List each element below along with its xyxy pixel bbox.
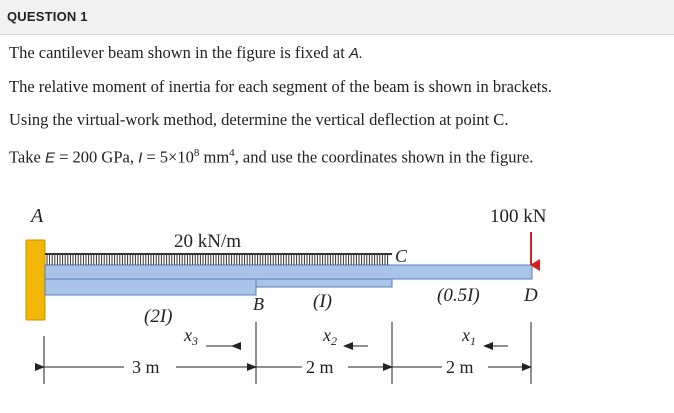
- label-distributed-load: 20 kN/m: [174, 231, 242, 252]
- coord-x1-sub: 1: [470, 334, 476, 348]
- coord-x2-sub: 2: [331, 334, 337, 348]
- line4-E: E: [44, 149, 55, 167]
- label-D: D: [524, 285, 538, 306]
- coord-x2: [322, 325, 337, 348]
- line4-exponent-1: 8: [193, 147, 200, 159]
- beam: [45, 265, 532, 279]
- coord-x1: [461, 325, 476, 348]
- line4-E-value: = 200 GPa,: [54, 147, 139, 167]
- dim-label-2: 2 m: [306, 357, 334, 377]
- line1-point: A.: [348, 45, 364, 62]
- line4-take: Take: [9, 147, 45, 167]
- label-C: C: [395, 246, 408, 266]
- problem-line-2: The relative moment of inertia for each segment of the beam is shown in brackets.: [9, 77, 552, 96]
- line4-unit: mm: [199, 147, 230, 167]
- coord-x1-symbol: x: [462, 325, 470, 345]
- dim-label-1: 3 m: [132, 357, 160, 377]
- coord-x3-symbol: x: [184, 325, 192, 345]
- coord-x3-sub: 3: [192, 334, 198, 348]
- label-inertia-1: (2I): [144, 306, 173, 327]
- line4-exponent-2: 4: [229, 147, 235, 159]
- beam-lower-segment: [45, 279, 256, 295]
- label-B: B: [253, 294, 264, 314]
- question-title: QUESTION 1: [7, 9, 88, 24]
- label-point-load: 100 kN: [490, 206, 547, 227]
- label-A: A: [31, 205, 44, 227]
- label-inertia-3: (0.5I): [437, 285, 480, 306]
- coord-x2-symbol: x: [323, 325, 331, 345]
- dim-label-3: 2 m: [446, 357, 474, 377]
- line4-I-value: = 5×10: [142, 147, 194, 167]
- label-inertia-2: (I): [313, 291, 332, 312]
- problem-line-3: Using the virtual-work method, determine the vertical deflection at point C.: [9, 110, 509, 129]
- coord-x3: [183, 325, 198, 348]
- line4-I: I: [138, 149, 143, 167]
- distributed-load: [47, 254, 388, 265]
- fixed-support: [26, 240, 45, 320]
- beam-middle-segment: [256, 279, 392, 287]
- distributed-load-top: [45, 253, 392, 255]
- line1-text: The cantilever beam shown in the figure is fixed at: [9, 43, 349, 62]
- line4-rest: , and use the coordinates shown in the figure.: [234, 147, 534, 167]
